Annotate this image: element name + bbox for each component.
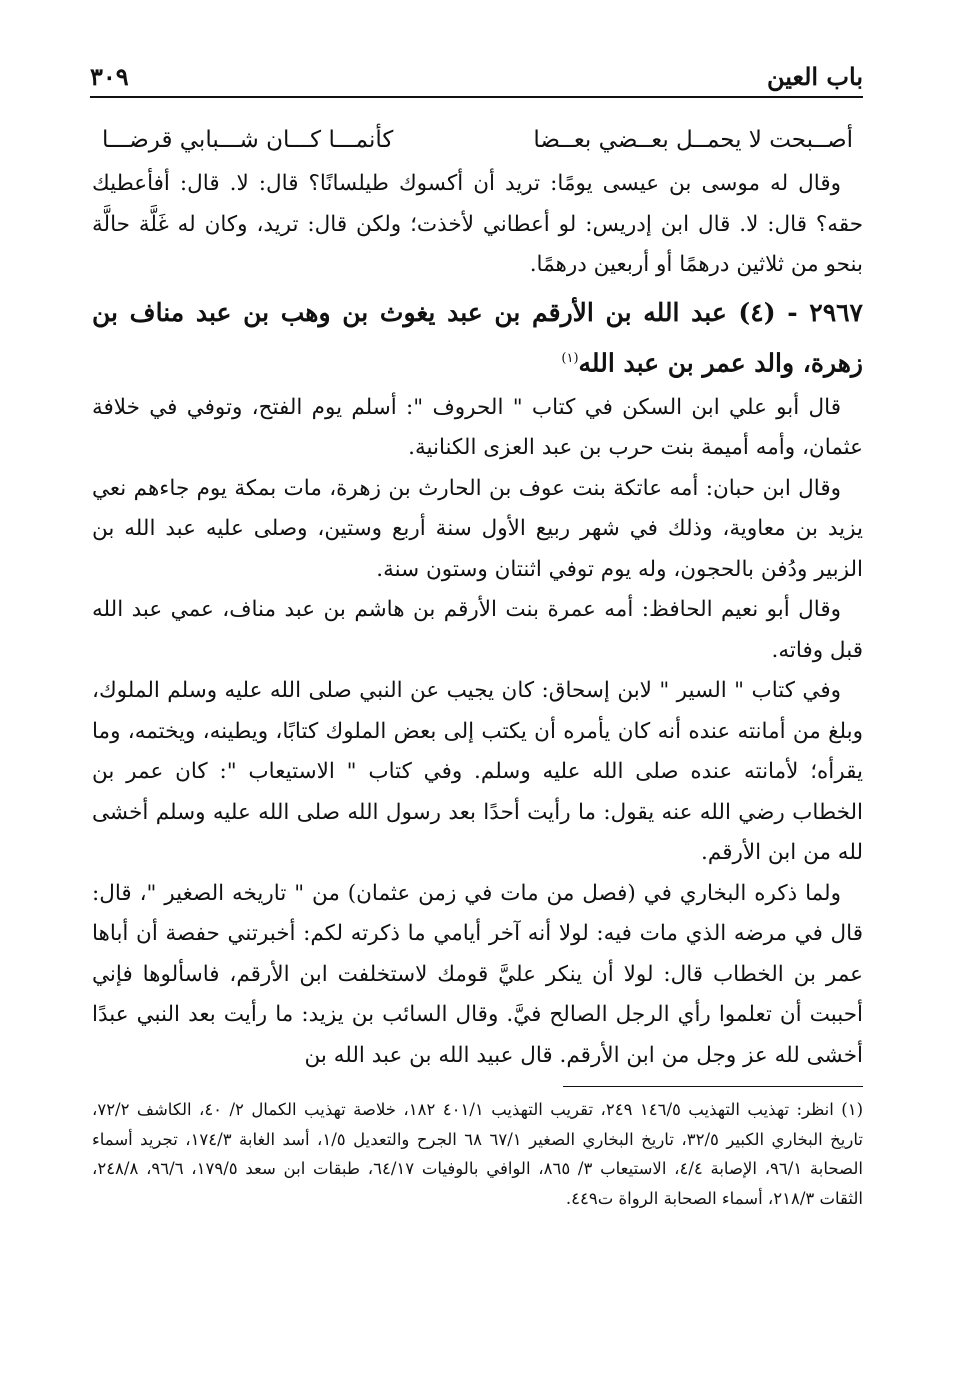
paragraph: وقال أبو نعيم الحافظ: أمه عمرة بنت الأرقم بن هاشم بن عبد مناف، عمي عبد الله قبل وفاته. — [92, 597, 863, 663]
footnote-marker[interactable]: (١) — [561, 350, 579, 366]
paragraph: وفي كتاب " السير " لابن إسحاق: كان يجيب عن النبي صلى الله عليه وسلم الملوك، وبلغ من أمانته عنده أنه كان يأمره أن يكتب إلى بعض الملوك كتابًا، ويطينه، ويختمه، وما يقرأه؛ لأمانته عنده صلى الله عليه وسلم. وفي كتاب " الاستيعاب ": كان عمر بن الخطاب رضي الله عنه يقول: ما رأيت أحدًا بعد رسول الله صلى الله عليه وسلم أخشى لله من ابن الأرقم. — [92, 678, 863, 866]
paragraph: ولما ذكره البخاري في (فصل من مات في زمن عثمان) من " تاريخه الصغير "، قال: قال في مرضه الذي مات فيه: لولا أنه آخر أيامي ما ذكرته لكم: أخبرتني حفصة أن أباها عمر بن الخطاب قال: لولا أن ينكر عليَّ قومك لاستخلفت ابن الأرقم، فاسألوها فإني أحببت أن تعلموا رأي الرجل الصالح فيَّ. وقال السائب بن يزيد: ما رأيت بعد النبي عبدًا أخشى لله عز وجل من ابن الأرقم. قال عبيد الله بن عبد الله بن — [92, 880, 863, 1068]
paragraph: وقال ابن حبان: أمه عاتكة بنت عوف بن الحارث بن زهرة، مات بمكة يوم جاءهم نعي يزيد بن معاوية، وذلك في شهر ربيع الأول سنة أربع وستين، وصلى عليه عبد الله بن الزبير ودُفن بالحجون، وله يوم توفي اثنتان وستون سنة. — [92, 475, 863, 582]
entry-title-text: ٢٩٦٧ - (٤) عبد الله بن الأرقم بن عبد يغوث بن وهب بن عبد مناف بن زهرة، والد عمر بن عبد الله — [92, 297, 863, 377]
poetry-verse — [92, 120, 863, 164]
page-number: ٣٠٩ — [90, 62, 129, 91]
page-body — [92, 120, 863, 1213]
paragraph: قال أبو علي ابن السكن في كتاب " الحروف ": أسلم يوم الفتح، وتوفي في خلافة عثمان، وأمه أميمة بنت حرب بن عبد العزى الكنانية. — [92, 394, 863, 461]
paragraph: وقال له موسى بن عيسى يومًا: تريد أن أكسوك طيلسانًا؟ قال: لا. قال: أفأعطيك حقه؟ قال: لا. قال ابن إدريس: لو أعطاني لأخذت؛ ولكن قال: تريد، وكان له غَلَّة حالَّة بنحو من ثلاثين درهمًا أو أربعين درهمًا. — [92, 171, 863, 277]
footnote-divider — [563, 1086, 863, 1087]
verse-second-hemistich: كأنمـــا كـــان شـــبابي قرضـــا — [102, 127, 394, 153]
entry-heading — [92, 290, 863, 386]
verse-first-hemistich: أصــبحت لا يحمــل بعــضي بعــضا — [533, 127, 853, 153]
page-header — [90, 58, 863, 98]
chapter-title: باب العين — [766, 62, 863, 91]
footnote: (١) انظر: تهذيب التهذيب ١٤٦/٥ ٢٤٩، تقريب التهذيب ٤٠١/١ ١٨٢، خلاصة تهذيب الكمال ٢/ ٤٠، الكاشف ٧٢/٢، تاريخ البخاري الكبير ٣٢/٥، تاريخ البخاري الصغير ٦٧/١ ٦٨ الجرح والتعديل ١/٥، أسد الغابة ١٧٤/٣، تجريد أسماء الصحابة ٩٦/١، الإصابة ٤/٤، الاستيعاب ٣/ ٨٦٥، الوافي بالوفيات ٦٤/١٧، طبقات ابن سعد ١٧٩/٥، ٩٦/٦، ٢٤٨/٨، الثقات ٢١٨/٣، أسماء الصحابة الرواة ت٤٤٩. — [92, 1100, 863, 1208]
